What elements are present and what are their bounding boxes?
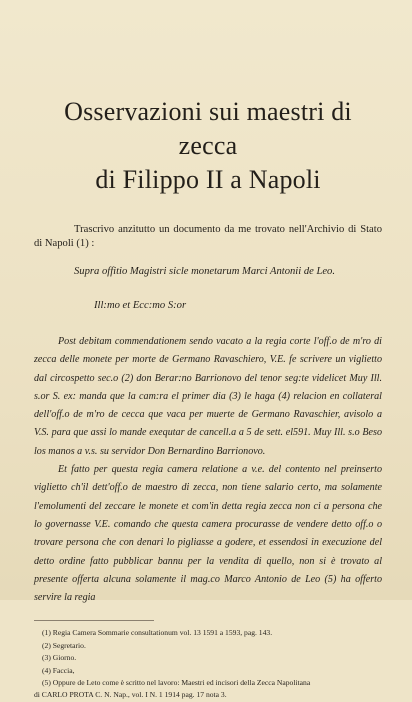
footnotes-list — [34, 627, 382, 701]
footnote: (4) Faccia, — [42, 665, 75, 675]
body-paragraph-1: Post debitam commendationem sendo vacato a la regia corte l'off.o de m'ro di zecca delle monete per morte de Germano Ravaschiero, V.E. fe scrivere un viglietto dal circospetto sec.o (2) don Berar:no Barrionovo del tenor seg:te videlicet Muy Ill. s.or S. ex: manda que la cam:ra el primer dia (3) le haga (4) relacion en collateral dell'off.o de m'ro de cecca que vaca per muerte de Germano Ravaschier, avisolo a V.S. para que assi lo mande exequtar de cancell.a a 5 de sett. el591. Muy Ill. s.o Beso los manos a v.s. su servidor Don Bernardino Barrionovo. — [34, 336, 382, 457]
footnotes-divider — [34, 620, 154, 621]
footnote: (2) Segretario. — [42, 640, 86, 650]
body-paragraph-2: Et fatto per questa regia camera relatione a v.e. del contento nel preinserto viglietto ch'il dett'off.o de maestro di zecca, non tiene salario certo, ma solamente l'emolumenti del zeccare le monete et com'in detta regia zecca non ci a persona che lo governasse V.E. comando che questa camera procurasse de vendere detto off.o o trovare persona che con denari lo pigliasse a godere, et essendosi in execuzione del detto ordine fatto pubblicar bannu per la vendita di quello, non si è trovato al presente offerta alcuna solamente il mag.co Marco Antonio de Leo (5) ha offerto servire la regia — [34, 464, 382, 604]
footnote: (1) Regia Camera Sommarie consultationum vol. 13 1591 a 1593, pag. 143. — [42, 628, 273, 638]
footnote: (3) Giorno. — [42, 653, 77, 663]
page-title-line-1: Osservazioni sui maestri di zecca — [64, 97, 352, 160]
footnote-continuation: di CARLO PROTA C. N. Nap., vol. I N. 1 1914 pag. 17 nota 3. — [34, 690, 227, 700]
page-title-line-2: di Filippo II a Napoli — [95, 165, 321, 194]
document-heading: Supra offitio Magistri sicle monetarum Marci Antonii de Leo. — [74, 266, 336, 277]
intro-paragraph: Trascrivo anzitutto un documento da me trovato nell'Archivio di Stato di Napoli (1) : — [34, 224, 382, 249]
salutation: Ill:mo et Ecc:mo S:or — [94, 300, 187, 311]
footnote: (5) Oppure de Leto come è scritto nel lavoro: Maestri ed incisori della Zecca Napolitana — [42, 678, 311, 688]
